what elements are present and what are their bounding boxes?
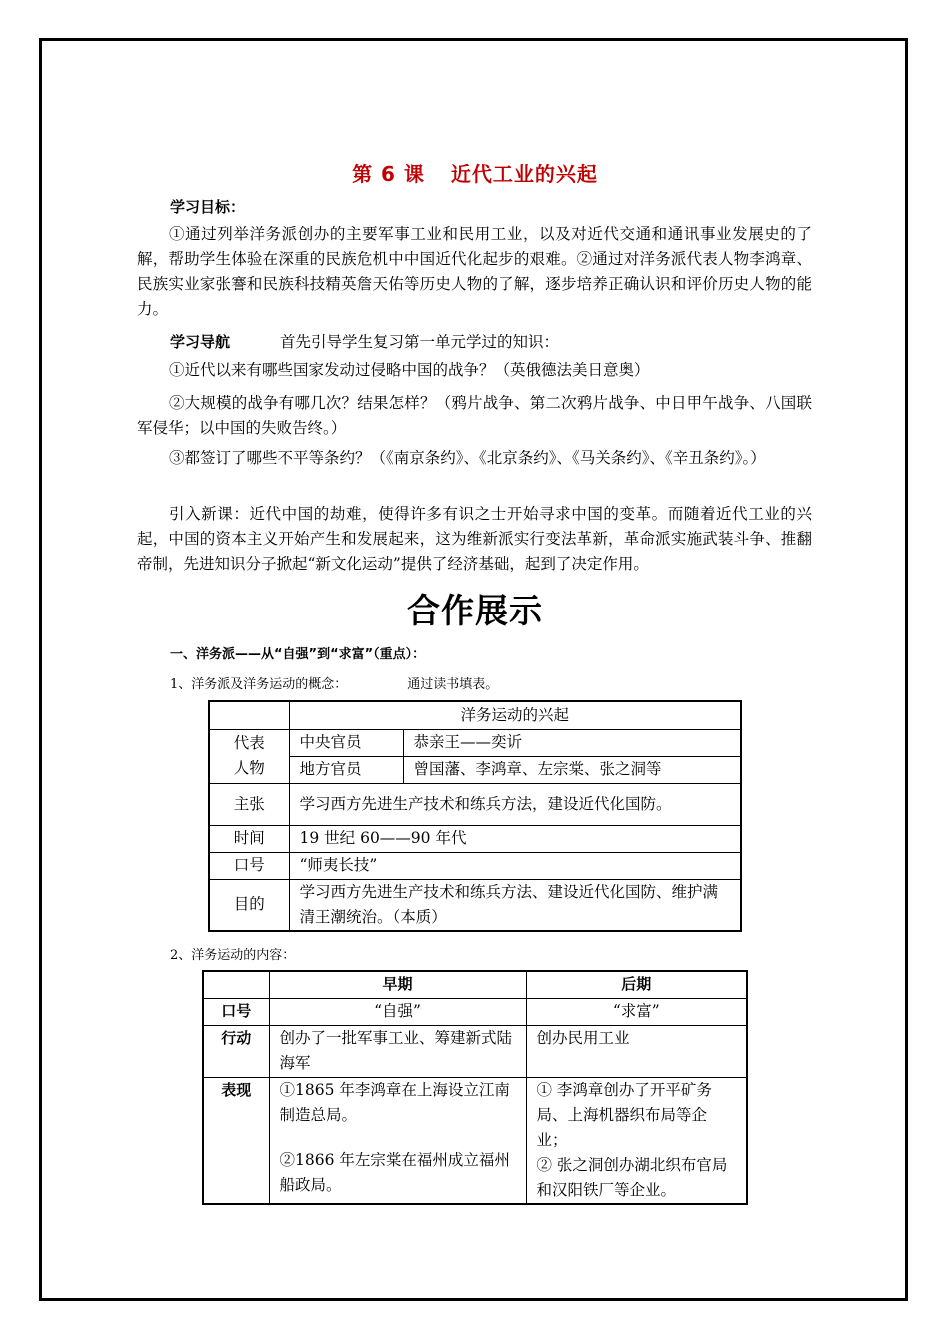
westernization-content-table xyxy=(202,970,748,1205)
sub1-note: 通过读书填表。 xyxy=(407,677,499,692)
table-cell-empty xyxy=(209,701,289,729)
guide-intro: 首先引导学生复习第一单元学过的知识： xyxy=(280,333,560,351)
action-late: 创办民用工业 xyxy=(526,1025,747,1077)
section1-sub1 xyxy=(170,673,498,692)
guide-question-3: ③都签订了哪些不平等条约？（《南京条约》、《北京条约》、《马关条约》、《辛丑条约》。） xyxy=(169,449,766,467)
westernization-rise-table xyxy=(208,700,742,932)
show-late-2: ② 张之洞创办湖北织布官局和汉阳铁厂等企业。 xyxy=(536,1155,728,1199)
lesson-number: 第 6 课 xyxy=(352,162,425,186)
time-label: 时间 xyxy=(209,825,289,852)
table-row xyxy=(209,756,741,783)
table-row xyxy=(203,998,747,1025)
section1-sub2: 2、洋务运动的内容： xyxy=(170,948,296,963)
guide-question-2: ②大规模的战争有哪几次？结果怎样？（鸦片战争、第二次鸦片战争、中日甲午战争、八国联军侵华；以中国的失败告终。） xyxy=(137,394,812,437)
show-late-1: ① 李鸿章创办了开平矿务局、上海机器织布局等企业； xyxy=(536,1080,712,1149)
lesson-name: 近代工业的兴起 xyxy=(450,162,598,186)
central-official-label: 中央官员 xyxy=(289,729,403,756)
slogan-value: “师夷长技” xyxy=(289,852,741,879)
table-row xyxy=(209,825,741,852)
table-row xyxy=(209,879,741,931)
central-official-value: 恭亲王——奕䜣 xyxy=(403,729,741,756)
sub1-label: 1、洋务派及洋务运动的概念： xyxy=(170,677,348,692)
slogan-label: 口号 xyxy=(209,852,289,879)
local-official-label: 地方官员 xyxy=(289,756,403,783)
slogan-row-label: 口号 xyxy=(203,998,269,1025)
show-early-2: ②1866 年左宗棠在福州成立福州船政局。 xyxy=(279,1150,510,1194)
objectives-heading: 学习目标： xyxy=(170,198,246,216)
table-row xyxy=(209,729,741,756)
table-row xyxy=(203,1077,747,1204)
table-row xyxy=(209,852,741,879)
rep-label-b: 人物 xyxy=(233,759,265,777)
guide-question-1: ①近代以来有哪些国家发动过侵略中国的战争？（英俄德法美日意奥） xyxy=(169,361,650,379)
rep-label-a: 代表 xyxy=(233,734,265,752)
col-early: 早期 xyxy=(269,971,526,998)
rep-label xyxy=(209,729,289,783)
guide-heading: 学习导航 xyxy=(170,333,231,351)
slogan-late: “求富” xyxy=(526,998,747,1025)
table-row xyxy=(209,701,741,729)
action-row-label: 行动 xyxy=(203,1025,269,1077)
table1-header: 洋务运动的兴起 xyxy=(289,701,741,729)
purpose-value: 学习西方先进生产技术和练兵方法、建设近代化国防、维护满清王潮统治。（本质） xyxy=(289,879,741,931)
time-value: 19 世纪 60——90 年代 xyxy=(289,825,741,852)
claim-label: 主张 xyxy=(209,783,289,825)
action-early: 创办了一批军事工业、筹建新式陆海军 xyxy=(269,1025,526,1077)
objectives-text: ①通过列举洋务派创办的主要军事工业和民用工业，以及对近代交通和通讯事业发展史的了解，帮助学生体验在深重的民族危机中中国近代化起步的艰难。②通过对洋务派代表人物李鸿章、民族实业家张謇和民族科技精英詹天佑等历史人物的了解，逐步培养正确认识和评价历史人物的能力。 xyxy=(137,225,812,318)
section1-heading: 一、洋务派——从“自强”到“求富”（重点）： xyxy=(170,647,426,662)
lesson-title xyxy=(0,158,950,187)
show-row-label: 表现 xyxy=(203,1077,269,1204)
col-late: 后期 xyxy=(526,971,747,998)
table-row xyxy=(209,783,741,825)
show-early xyxy=(269,1077,526,1204)
claim-value: 学习西方先进生产技术和练兵方法，建设近代化国防。 xyxy=(289,783,741,825)
table-cell-empty xyxy=(203,971,269,998)
new-lesson-intro: 引入新课：近代中国的劫难，使得许多有识之士开始寻求中国的变革。而随着近代工业的兴起，中国的资本主义开始产生和发展起来，这为维新派实行变法革新，革命派实施武装斗争、推翻帝制，先进知识分子掀起“新文化运动”提供了经济基础，起到了决定作用。 xyxy=(137,505,812,573)
local-official-value: 曾国藩、李鸿章、左宗棠、张之洞等 xyxy=(403,756,741,783)
guide-line xyxy=(170,330,559,352)
purpose-label: 目的 xyxy=(209,879,289,931)
section-title: 合作展示 xyxy=(407,591,543,630)
slogan-early: “自强” xyxy=(269,998,526,1025)
table-row xyxy=(203,1025,747,1077)
table-row xyxy=(203,971,747,998)
show-late xyxy=(526,1077,747,1204)
show-early-1: ①1865 年李鸿章在上海设立江南制造总局。 xyxy=(279,1080,510,1124)
